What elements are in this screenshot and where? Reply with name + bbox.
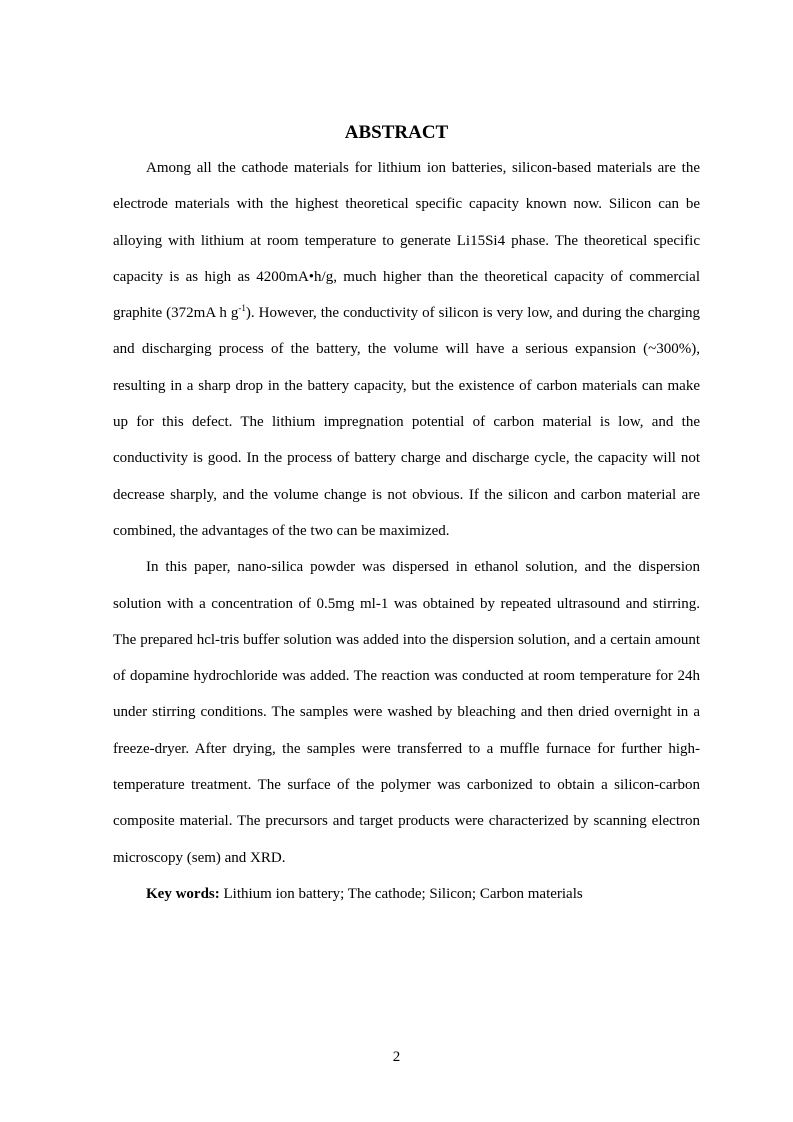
paragraph-1-text-a: Among all the cathode materials for lithium ion batteries, silicon-based materials are the electrode materials with the highest theoretical specific capacity known now. Silicon can be alloying with lithium at room temperature to generate Li15Si4 phase. The theoretical specific capacity is as high as 4200mA•h/g, much higher than the theoretical capacity of commercial graphite (372mA h g bbox=[113, 160, 700, 322]
keywords-text: Lithium ion battery; The cathode; Silicon; Carbon materials bbox=[223, 885, 583, 902]
abstract-paragraph-2: In this paper, nano-silica powder was dispersed in ethanol solution, and the dispersion solution with a concentration of 0.5mg ml-1 was obtained by repeated ultrasound and stirring. The prepared hcl-tris buffer solution was added into the dispersion solution, and a certain amount of dopamine hydrochloride was added. The reaction was conducted at room temperature for 24h under stirring conditions. The samples were washed by bleaching and then dried overnight in a freeze-dryer. After drying, the samples were transferred to a muffle furnace for further high-temperature treatment. The surface of the polymer was carbonized to obtain a silicon-carbon composite material. The precursors and target products were characterized by scanning electron microscopy (sem) and XRD. bbox=[113, 559, 700, 866]
paragraph-1-text-b: ). However, the conductivity of silicon is very low, and during the charging and discharging process of the battery, the volume will have a serious expansion (~300%), resulting in a sharp drop in the battery capacity, but the existence of carbon materials can make up for this defect. The lithium impregnation potential of carbon material is low, and the conductivity is good. In the process of battery charge and discharge cycle, the capacity will not decrease sharply, and the volume change is not obvious. If the silicon and carbon material are combined, the advantages of the two can be maximized. bbox=[113, 305, 700, 539]
keywords-label: Key words: bbox=[146, 885, 220, 902]
page-number: 2 bbox=[392, 1049, 401, 1065]
abstract-body bbox=[113, 150, 700, 912]
unit-superscript: -1 bbox=[238, 303, 246, 314]
abstract-title: ABSTRACT bbox=[344, 122, 449, 143]
abstract-paragraph-1 bbox=[113, 150, 700, 549]
keywords-line bbox=[113, 876, 700, 912]
